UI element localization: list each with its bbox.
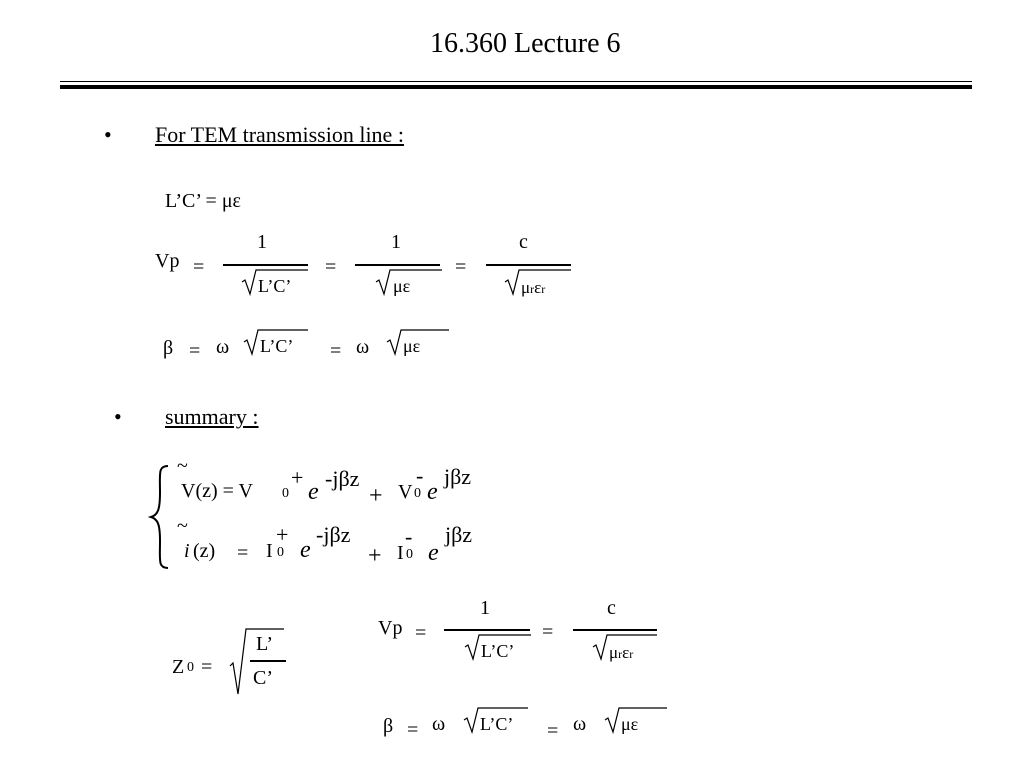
equals-sign: = <box>201 656 213 678</box>
subscript-zero: 0 <box>187 660 194 675</box>
numerator-one: 1 <box>257 231 267 253</box>
lc-relation: L’C’ = με <box>165 190 241 212</box>
fraction-line <box>444 629 530 631</box>
omega-symbol: ω <box>432 713 446 735</box>
beta-symbol: β <box>383 715 394 737</box>
vp-label: Vp <box>378 617 403 639</box>
subscript-zero: 0 <box>406 547 413 562</box>
beta-symbol: β <box>163 337 174 359</box>
subscript-zero: 0 <box>414 486 421 501</box>
exp-e: e <box>427 479 438 505</box>
voltage-lhs: V(z) = V <box>181 480 254 502</box>
tilde-accent: ~ <box>177 515 188 537</box>
superscript-plus: + <box>276 522 289 547</box>
fraction-line <box>355 264 440 266</box>
sqrt-mueps: με <box>403 336 421 356</box>
fraction-line <box>486 264 571 266</box>
omega-symbol: ω <box>573 713 587 735</box>
current-i: i <box>184 540 190 562</box>
tilde-accent: ~ <box>177 455 188 477</box>
plus-sign: + <box>369 483 383 509</box>
exp-e: e <box>300 537 311 563</box>
equals-sign: = <box>189 340 201 362</box>
superscript-plus: + <box>291 465 304 490</box>
current-plus-name: I <box>266 540 273 562</box>
omega-symbol: ω <box>216 336 230 358</box>
bullet-marker: • <box>104 122 112 147</box>
denominator-c: C’ <box>253 667 273 689</box>
equals-sign: = <box>455 256 467 278</box>
numerator-c: c <box>607 597 616 619</box>
equals-sign: = <box>193 256 205 278</box>
sqrt-mueps: με <box>393 276 411 296</box>
numerator-l: L’ <box>256 633 274 655</box>
equals-sign: = <box>542 621 554 643</box>
current-minus-name: I <box>397 542 404 564</box>
sqrt-lc: L’C’ <box>260 336 294 356</box>
sqrt-lc: L’C’ <box>481 641 515 661</box>
fraction-line <box>223 264 308 266</box>
impedance-label: Z <box>172 656 185 678</box>
sqrt-mur-epsr: μrεr <box>609 643 634 662</box>
fraction-line <box>250 660 286 662</box>
exponent-pos: jβz <box>444 464 472 489</box>
page-title: 16.360 Lecture 6 <box>430 28 621 59</box>
header-rule-thick <box>60 85 972 89</box>
equals-sign: = <box>237 542 249 564</box>
header-rule-thin <box>60 81 972 82</box>
section-heading-tem: For TEM transmission line : <box>155 122 404 147</box>
equals-sign: = <box>407 719 419 741</box>
numerator-one: 1 <box>391 231 401 253</box>
equals-sign: = <box>415 622 427 644</box>
sqrt-lc: L’C’ <box>480 714 514 734</box>
fraction-line <box>573 629 657 631</box>
exp-e: e <box>428 540 439 566</box>
current-lhs: (z) <box>193 540 216 562</box>
sqrt-mur-epsr: μrεr <box>521 278 546 297</box>
equals-sign: = <box>325 256 337 278</box>
subscript-zero: 0 <box>282 486 289 501</box>
plus-sign: + <box>368 543 382 569</box>
equals-sign: = <box>547 720 559 742</box>
voltage-minus-name: V <box>398 481 413 503</box>
omega-symbol: ω <box>356 336 370 358</box>
vp-label: Vp <box>155 250 180 272</box>
numerator-c: c <box>519 231 528 253</box>
sqrt-mueps: με <box>621 714 639 734</box>
equals-sign: = <box>330 340 342 362</box>
exponent-neg: -jβz <box>316 522 351 547</box>
superscript-minus: - <box>416 463 424 488</box>
subscript-zero: 0 <box>277 545 284 560</box>
curly-brace <box>148 463 172 571</box>
exponent-neg: -jβz <box>325 466 360 491</box>
sqrt-lc: L’C’ <box>258 276 292 296</box>
section-heading-summary: summary : <box>165 404 259 429</box>
numerator-one: 1 <box>480 597 490 619</box>
bullet-marker: • <box>114 404 122 429</box>
exponent-pos: jβz <box>445 522 473 547</box>
exp-e: e <box>308 479 319 505</box>
superscript-minus: - <box>405 524 413 549</box>
